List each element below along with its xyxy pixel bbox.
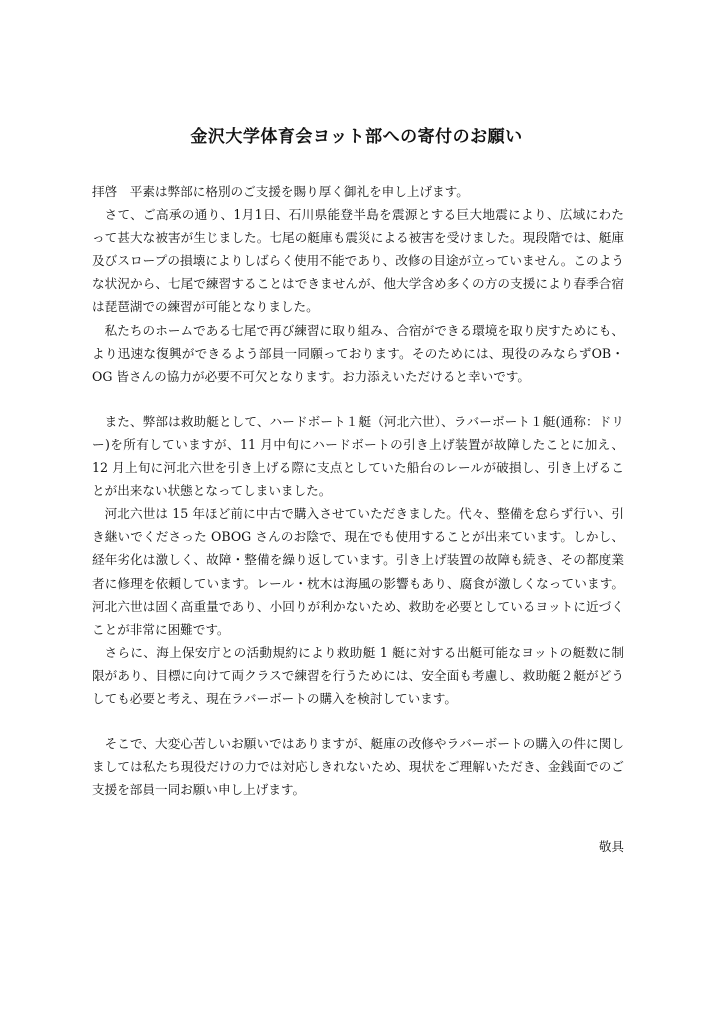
- paragraph-gap: [92, 710, 624, 732]
- kahoku-rokusei-paragraph: 河北六世は 15 年ほど前に中古で購入させていただきました。代々、整備を怠らず行い、引き継いでくださった OBOG さんのお陰で、現在でも使用することが出来ています。しかし、経年劣化は激しく、故障・整備を繰り返しています。引き上げ装置の故障も続き、その都度業者に修理を依頼しています。レール・枕木は海風の影響もあり、腐食が激しくなっています。河北六世は固く高重量であり、小回りが利かないため、救助を必要としているヨットに近づくことが非常に困難です。: [92, 506, 624, 637]
- greeting-paragraph: 拝啓 平素は弊部に格別のご支援を賜り厚く御礼を申し上げます。: [92, 184, 469, 199]
- donation-request-paragraph: そこで、大変心苦しいお願いではありますが、艇庫の改修やラバーボートの購入の件に関しましては私たち現役だけの力では対応しきれないため、現状をご理解いただき、金銭面でのご支援を部員一同お願い申し上げます。: [92, 736, 624, 798]
- rescue-boat-paragraph: また、弊部は救助艇として、ハードボート１艇（河北六世）、ラバーボート１艇(通称：ドリー)を所有していますが、11 月中旬にハードボートの引き上げ装置が故障したことに加え、12 月上旬に河北六世を引き上げる際に支点としていた船台のレールが破損し、引き上げることが出来ない状態となってしまいました。: [92, 413, 624, 499]
- letter-body: [92, 180, 624, 801]
- closing-salutation: 敬具: [598, 839, 624, 854]
- rubber-boat-paragraph: さらに、海上保安庁との活動規約により救助艇 1 艇に対する出艇可能なヨットの艇数に制限があり、目標に向けて両クラスで練習を行うためには、安全面も考慮し、救助艇２艇がどうしても必要と考え、現在ラバーボートの購入を検討しています。: [92, 644, 624, 706]
- page-title: 金沢大学体育会ヨット部への寄付のお願い: [190, 127, 523, 147]
- paragraph-gap: [92, 388, 624, 410]
- recovery-request-paragraph: 私たちのホームである七尾で再び練習に取り組み、合宿ができる環境を取り戻すためにも、より迅速な復興ができるよう部員一同願っております。そのためには、現役のみならずOB・OG 皆さんの協力が必要不可欠となります。お力添えいただけると幸いです。: [92, 322, 624, 384]
- earthquake-damage-paragraph: さて、ご高承の通り、1月1日、石川県能登半島を震源とする巨大地震により、広域にわたって甚大な被害が生じました。七尾の艇庫も震災による被害を受けました。現段階では、艇庫及びスロープの損壊によりしばらく使用不能であり、改修の目途が立っていません。このような状況から、七尾で練習することはできませんが、他大学含め多くの方の支援により春季合宿は琵琶湖での練習が可能となりました。: [92, 207, 624, 315]
